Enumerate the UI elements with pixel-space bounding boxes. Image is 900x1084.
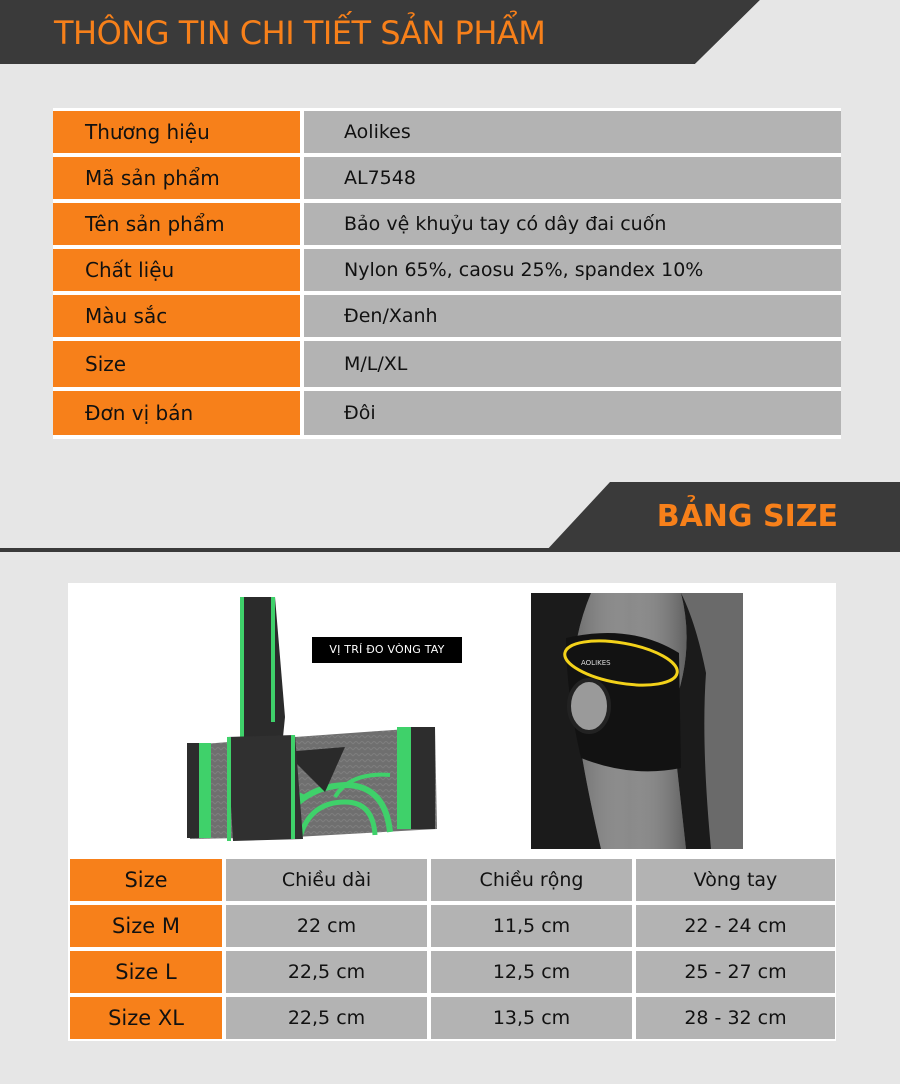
info-row [53,295,841,337]
size-table-header: Vòng tay [636,859,835,901]
size-table-cell: 22 - 24 cm [636,905,835,947]
size-row-label: Size XL [70,997,222,1039]
info-value: Đen/Xanh [304,295,841,337]
size-table-cell: 11,5 cm [431,905,632,947]
size-table-cell: 28 - 32 cm [636,997,835,1039]
size-table-header: Chiều dài [226,859,427,901]
page-title: THÔNG TIN CHI TIẾT SẢN PHẨM [54,14,546,52]
size-table-cell: 13,5 cm [431,997,632,1039]
info-row [53,111,841,153]
size-title: BẢNG SIZE [656,499,838,534]
info-row [53,391,841,435]
info-label: Mã sản phẩm [53,157,300,199]
info-row [53,203,841,245]
info-row [53,341,841,387]
info-value: M/L/XL [304,341,841,387]
info-value: Nylon 65%, caosu 25%, spandex 10% [304,249,841,291]
brace-brand-mark: AOLIKES [581,659,611,667]
info-row [53,249,841,291]
size-table-header: Chiều rộng [431,859,632,901]
size-table-cell: 22,5 cm [226,951,427,993]
info-value: Bảo vệ khuỷu tay có dây đai cuốn [304,203,841,245]
size-table-cell: 25 - 27 cm [636,951,835,993]
knee-brace-image [531,593,743,849]
info-label: Màu sắc [53,295,300,337]
info-label: Chất liệu [53,249,300,291]
info-value: Đôi [304,391,841,435]
size-table-cell: 22 cm [226,905,427,947]
size-table-header: Size [70,859,222,901]
measure-position-label: VỊ TRÍ ĐO VÒNG TAY [312,637,462,663]
size-table-cell: 12,5 cm [431,951,632,993]
size-row-label: Size M [70,905,222,947]
info-label: Đơn vị bán [53,391,300,435]
info-label: Thương hiệu [53,111,300,153]
size-table-cell: 22,5 cm [226,997,427,1039]
elbow-brace-image [185,597,445,842]
info-value: Aolikes [304,111,841,153]
info-label: Tên sản phẩm [53,203,300,245]
info-value: AL7548 [304,157,841,199]
info-label: Size [53,341,300,387]
info-row [53,157,841,199]
size-row-label: Size L [70,951,222,993]
